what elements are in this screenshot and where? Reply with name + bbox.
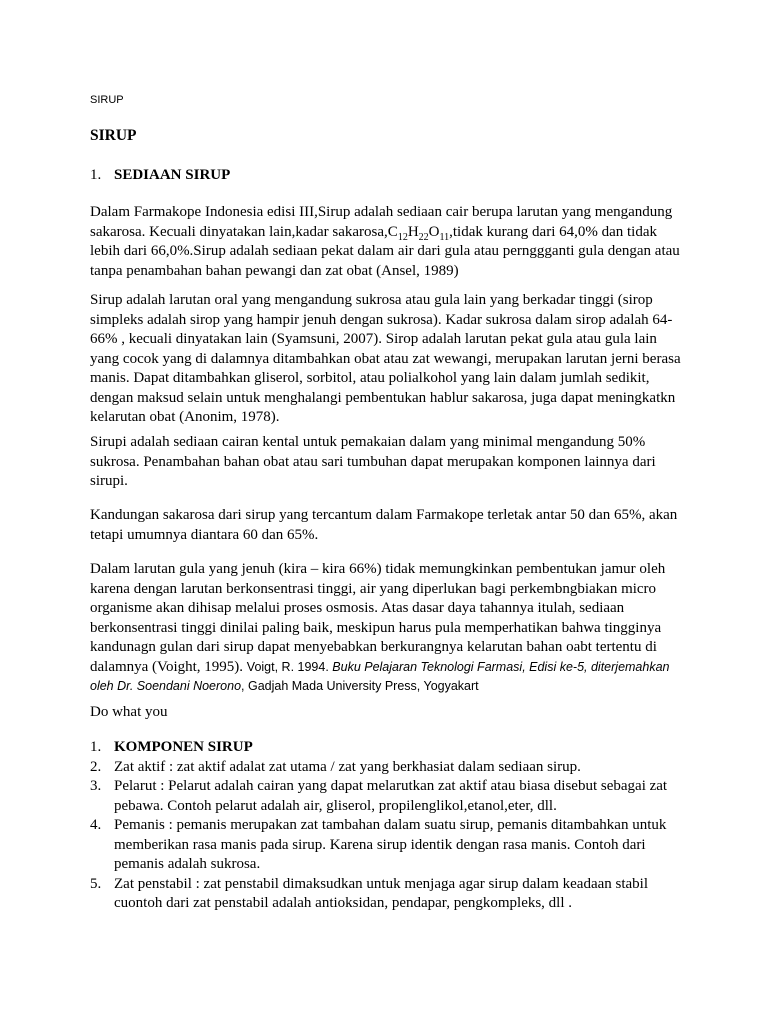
list-item	[90, 777, 690, 816]
chemical-formula: $C_{12}H_{22}O_{11}$	[387, 223, 450, 243]
list-item-number: 5.	[90, 875, 102, 892]
list-item-text: Pemanis : pemanis merupakan zat tambahan dalam suatu sirup, pemanis ditambahkan untuk memberikan rasa manis pada sirup. Karena sirup identik dengan rasa manis. Contoh dari pemanis adalah sukrosa.	[114, 817, 667, 872]
document-title: SIRUP	[90, 127, 137, 144]
reference-title: Buku Pelajaran Teknologi Farmasi, Edisi ke-5, diterjemahkan oleh Dr. Soendani Noerono	[90, 659, 670, 693]
list-item	[90, 758, 690, 778]
list-item-text: Pelarut : Pelarut adalah cairan yang dapat melarutkan zat aktif atau biasa disebut sebagai zat pebawa. Contoh pelarut adalah air, gliserol, propilenglikol,etanol,eter, dll.	[114, 778, 668, 814]
section-number: 1.	[90, 167, 102, 183]
paragraph-3	[90, 433, 680, 492]
reference-publisher: , Gadjah Mada University Press, Yogyakart	[241, 679, 479, 693]
section-heading	[90, 166, 690, 186]
paragraph-5	[90, 560, 680, 697]
list-item-text: KOMPONEN SIRUP	[114, 739, 253, 755]
list-item-number: 3.	[90, 778, 102, 794]
document-header-label: SIRUP	[90, 94, 124, 106]
list-item	[90, 738, 690, 758]
paragraph-6-text: Do what you	[90, 704, 168, 720]
paragraph-1	[90, 203, 680, 281]
component-list	[90, 738, 690, 914]
paragraph-3-text: Sirupi adalah sediaan cairan kental untuk pemakaian dalam yang minimal mengandung 50% sukrosa. Penambahan bahan obat atau sari tumbuhan dapat merupakan komponen lainnya dari sirupi.	[90, 434, 656, 489]
paragraph-1-text-a: Dalam Farmakope Indonesia edisi III,Sirup adalah sediaan cair berupa larutan yang mengandung sakarosa. Kecuali dinyatakan lain,kadar sakarosa,	[90, 204, 673, 240]
paragraph-4-text: Kandungan sakarosa dari sirup yang tercantum dalam Farmakope terletak antar 50 dan 65%, akan tetapi umumnya diantara 60 dan 65%.	[90, 507, 678, 543]
list-item-text: Zat penstabil : zat penstabil dimaksudkan untuk menjaga agar sirup dalam keadaan stabil cuontoh dari zat penstabil adalah antioksidan, pendapar, pengkompleks, dll .	[114, 875, 649, 911]
list-item	[90, 875, 690, 914]
list-item-number: 1.	[90, 739, 102, 755]
paragraph-4	[90, 506, 690, 545]
paragraph-2-text: Sirup adalah larutan oral yang mengandung sukrosa atau gula lain yang berkadar tinggi (sirop simpleks adalah sirop yang hampir jenuh dengan sukrosa). Kadar sukrosa dalam sirop adalah 64-66% , kecuali dinyatakan lain (Syamsuni, 2007). Sirop adalah larutan pekat gula atau gula lain yang cocok yang di dalamnya ditambahkan obat atau zat wewangi, merupakan larutan jerni berasa manis. Dapat ditambahkan gliserol, sorbitol, atau polialkohol yang lain dalam jumlah sedikit, dengan maksud selain untuk menghalangi pembentukan hablur sakarosa, juga dapat meningkatkn kelarutan obat (Anonim, 1978).	[90, 292, 681, 425]
list-item-number: 4.	[90, 817, 102, 833]
paragraph-5-text: Dalam larutan gula yang jenuh (kira – kira 66%) tidak memungkinkan pembentukan jamur oleh karena dengan larutan berkonsentrasi tinggi, air yang diperlukan bagi perkembngbiakan micro organisme akan dihisap melalui proses osmosis. Atas dasar daya tahannya itulah, sediaan berkonsentrasi tinggi dinilai paling baik, meskipun harus pula memperhatikan bahwa tingginya kandunagn gulan dari sirup dapat menyebabkan berkurangnya kelarutan bahan oabt tertentu di dalamnya (Voight, 1995).	[90, 561, 666, 675]
list-item	[90, 816, 690, 875]
list-item-text: Zat aktif : zat aktif adalat zat utama / zat yang berkhasiat dalam sediaan sirup.	[114, 758, 581, 775]
paragraph-6	[90, 703, 690, 723]
paragraph-2	[90, 291, 685, 428]
reference-author: Voigt, R. 1994.	[246, 659, 333, 674]
list-item-number: 2.	[90, 758, 102, 775]
paragraph-1-text-b: ,tidak kurang dari 64,0% dan tidak lebih dari 66,0%.Sirup adalah sediaan pekat dalam air dari gula atau pernggganti gula dengan atau tanpa penambahan bahan pewangi dan zat obat (Ansel, 1989)	[90, 223, 680, 279]
section-heading-text: SEDIAAN SIRUP	[114, 167, 231, 183]
